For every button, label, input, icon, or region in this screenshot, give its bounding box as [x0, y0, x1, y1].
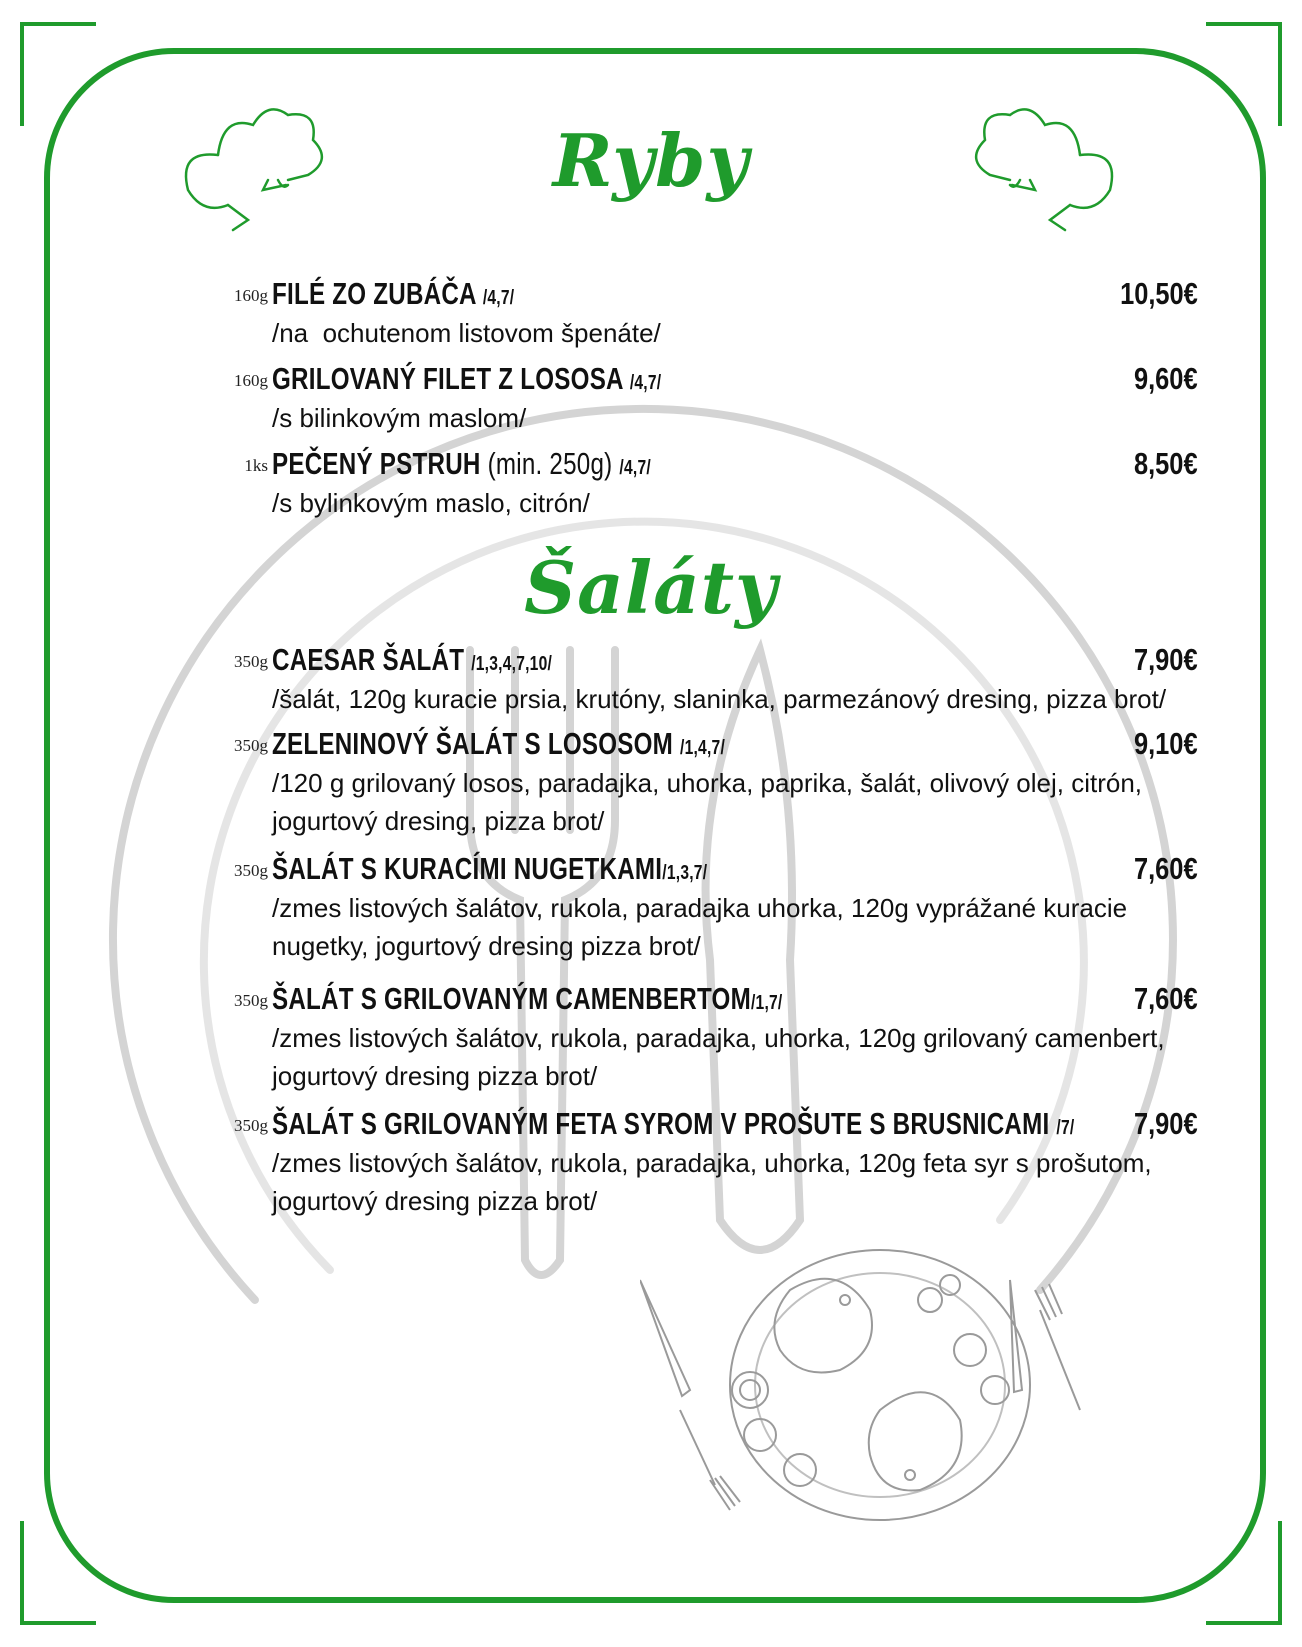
- item-description: /zmes listových šalátov, rukola, paradajka, uhorka, 120g feta syr s prošutom, jogurtový dresing pizza brot/: [272, 1148, 1152, 1216]
- menu-item: [100, 1100, 1198, 1220]
- item-description: /s bilinkovým maslom/: [272, 403, 527, 433]
- item-weight: 350g: [234, 652, 268, 671]
- section-title-ryby: Ryby: [552, 118, 750, 203]
- item-price: 9,60€: [1134, 361, 1198, 396]
- item-description: /šalát, 120g kuracie prsia, krutóny, slaninka, parmezánový dresing, pizza brot/: [272, 684, 1167, 714]
- item-name: GRILOVANÝ FILET Z LOSOSA /4,7/: [272, 361, 662, 396]
- menu-item: [100, 636, 1198, 718]
- item-weight: 350g: [234, 861, 268, 880]
- item-weight: 350g: [234, 991, 268, 1010]
- item-description: /120 g grilovaný losos, paradajka, uhorka, paprika, šalát, olivový olej, citrón, jogurtový dresing, pizza brot/: [272, 768, 1143, 836]
- item-weight: 1ks: [244, 456, 268, 475]
- item-name: ŠALÁT S KURACÍMI NUGETKAMI/1,3,7/: [272, 851, 708, 886]
- item-price: 10,50€: [1120, 276, 1198, 311]
- item-name: PEČENÝ PSTRUH (min. 250g) /4,7/: [272, 446, 651, 481]
- item-description: /na ochutenom listovom špenáte/: [272, 318, 661, 348]
- item-description: /zmes listových šalátov, rukola, paradajka, uhorka, 120g grilovaný camenbert, jogurtový dresing pizza brot/: [272, 1023, 1165, 1091]
- item-name: ZELENINOVÝ ŠALÁT S LOSOSOM /1,4,7/: [272, 726, 726, 761]
- item-weight: 350g: [234, 736, 268, 755]
- item-weight: 160g: [234, 371, 268, 390]
- item-price: 8,50€: [1134, 446, 1198, 481]
- item-name: CAESAR ŠALÁT /1,3,4,7,10/: [272, 642, 553, 677]
- menu-item: [100, 440, 1198, 522]
- section-title-salaty: Šaláty: [524, 545, 778, 630]
- menu-item: [100, 845, 1198, 965]
- item-price: 7,90€: [1134, 642, 1198, 677]
- item-price: 7,90€: [1134, 1106, 1198, 1141]
- item-price: 7,60€: [1134, 851, 1198, 886]
- menu-item: [100, 355, 1198, 437]
- menu-item: [100, 720, 1198, 840]
- fish-platter-illustration: [640, 1240, 1160, 1540]
- item-price: 7,60€: [1134, 981, 1198, 1016]
- item-name: ŠALÁT S GRILOVANÝM CAMENBERTOM/1,7/: [272, 981, 783, 1016]
- item-description: /s bylinkovým maslo, citrón/: [272, 488, 590, 518]
- item-price: 9,10€: [1134, 726, 1198, 761]
- item-name: ŠALÁT S GRILOVANÝM FETA SYROM V PROŠUTE S BRUSNICAMI /7/: [272, 1106, 1075, 1141]
- menu-item: [100, 975, 1198, 1095]
- menu-item: [100, 270, 1198, 352]
- item-description: /zmes listových šalátov, rukola, paradajka uhorka, 120g vyprážané kuracie nugetky, jogurtový dresing pizza brot/: [272, 893, 1128, 961]
- item-weight: 350g: [234, 1116, 268, 1135]
- item-name: FILÉ ZO ZUBÁČA /4,7/: [272, 276, 515, 311]
- item-weight: 160g: [234, 286, 268, 305]
